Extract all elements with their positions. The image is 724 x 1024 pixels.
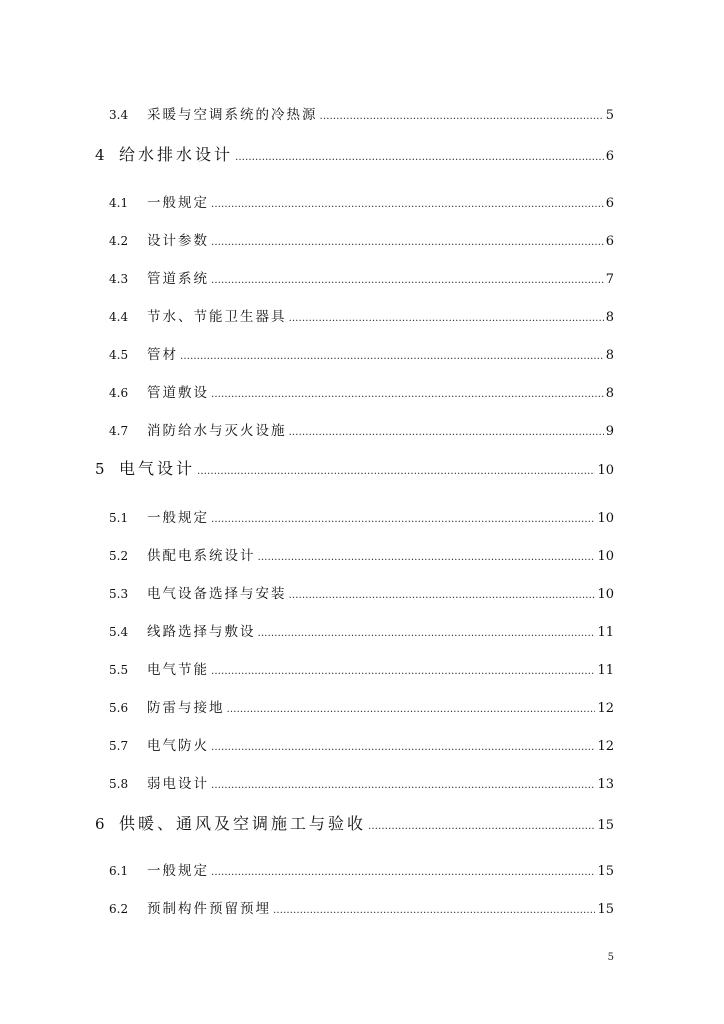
toc-dot-leader <box>211 514 595 525</box>
toc-entry-number: 6.1 <box>109 864 129 878</box>
toc-chapter-number: 6 <box>95 815 105 833</box>
toc-entry-4-2[interactable] <box>0 229 724 251</box>
toc-entry-number: 5.5 <box>109 663 129 677</box>
toc-entry-page: 6 <box>605 234 614 249</box>
toc-entry-page: 7 <box>605 272 614 287</box>
toc-entry-5-8[interactable] <box>0 772 724 794</box>
toc-dot-leader <box>227 704 596 715</box>
toc-entry-page: 10 <box>597 549 614 564</box>
toc-entry-title: 线路选择与敷设 <box>147 624 256 640</box>
toc-entry-number: 4.3 <box>109 272 129 286</box>
toc-chapter-title: 电气设计 <box>119 459 196 478</box>
toc-entry-number: 4.1 <box>109 196 129 210</box>
toc-entry-number: 5.6 <box>109 701 129 715</box>
toc-entry-title: 消防给水与灭火设施 <box>147 423 287 439</box>
toc-entry-number: 5.8 <box>109 777 129 791</box>
toc-chapter-page: 10 <box>597 463 614 478</box>
toc-entry-title: 供配电系统设计 <box>147 548 256 564</box>
toc-entry-5-2[interactable] <box>0 544 724 566</box>
toc-entry-6-2[interactable] <box>0 897 724 919</box>
toc-entry-page: 11 <box>597 663 614 678</box>
toc-chapter-title: 给水排水设计 <box>119 145 234 164</box>
toc-dot-leader <box>289 590 596 601</box>
toc-entry-number: 5.4 <box>109 625 129 639</box>
toc-dot-leader <box>320 111 604 122</box>
toc-chapter-title: 供暖、通风及空调施工与验收 <box>119 814 367 833</box>
toc-entry-page: 12 <box>597 701 614 716</box>
toc-entry-4-1[interactable] <box>0 191 724 213</box>
toc-entry-5-3[interactable] <box>0 582 724 604</box>
toc-chapter-page: 15 <box>597 818 614 833</box>
toc-entry-page: 11 <box>597 625 614 640</box>
toc-entry-6-1[interactable] <box>0 859 724 881</box>
toc-entry-title: 一般规定 <box>147 195 209 211</box>
toc-entry-page: 6 <box>605 196 614 211</box>
toc-entry-5-1[interactable] <box>0 506 724 528</box>
toc-entry-title: 管道敷设 <box>147 385 209 401</box>
toc-entry-title: 弱电设计 <box>147 776 209 792</box>
toc-entry-5-7[interactable] <box>0 734 724 756</box>
toc-entry-number: 6.2 <box>109 902 129 916</box>
toc-dot-leader <box>235 152 604 163</box>
toc-dot-leader <box>211 237 604 248</box>
toc-dot-leader <box>211 780 595 791</box>
toc-entry-5-6[interactable] <box>0 696 724 718</box>
toc-entry-page: 5 <box>605 108 614 123</box>
toc-entry-page: 10 <box>597 511 614 526</box>
toc-entry-page: 8 <box>605 386 614 401</box>
toc-entry-4-3[interactable] <box>0 267 724 289</box>
toc-dot-leader <box>180 351 604 362</box>
toc-chapter-number: 5 <box>95 460 105 478</box>
toc-entry-number: 5.2 <box>109 549 129 563</box>
toc-entry-page: 12 <box>597 739 614 754</box>
toc-dot-leader <box>211 742 595 753</box>
toc-dot-leader <box>211 275 604 286</box>
toc-entry-title: 设计参数 <box>147 233 209 249</box>
toc-dot-leader <box>197 466 595 477</box>
toc-entry-title: 一般规定 <box>147 863 209 879</box>
toc-entry-page: 8 <box>605 348 614 363</box>
toc-dot-leader <box>289 313 604 324</box>
toc-dot-leader <box>258 552 596 563</box>
toc-dot-leader <box>211 867 595 878</box>
toc-dot-leader <box>273 905 595 916</box>
toc-entry-number: 4.5 <box>109 348 129 362</box>
toc-entry-title: 管道系统 <box>147 271 209 287</box>
toc-entry-title: 一般规定 <box>147 510 209 526</box>
toc-entry-3-4[interactable] <box>0 103 724 125</box>
toc-entry-4-7[interactable] <box>0 419 724 441</box>
toc-entry-page: 10 <box>597 587 614 602</box>
toc-entry-number: 4.7 <box>109 424 129 438</box>
toc-entry-title: 防雷与接地 <box>147 700 225 716</box>
toc-entry-number: 5.7 <box>109 739 129 753</box>
toc-dot-leader <box>289 427 604 438</box>
toc-dot-leader <box>258 628 596 639</box>
toc-entry-title: 节水、节能卫生器具 <box>147 309 287 325</box>
toc-entry-number: 3.4 <box>109 108 129 122</box>
toc-entry-title: 电气防火 <box>147 738 209 754</box>
toc-entry-page: 15 <box>597 864 614 879</box>
toc-entry-4-4[interactable] <box>0 305 724 327</box>
toc-entry-number: 4.6 <box>109 386 129 400</box>
toc-entry-number: 4.2 <box>109 234 129 248</box>
toc-entry-5-5[interactable] <box>0 658 724 680</box>
toc-chapter-number: 4 <box>95 146 105 164</box>
toc-chapter-5[interactable] <box>0 456 724 478</box>
toc-chapter-page: 6 <box>605 149 614 164</box>
toc-entry-title: 采暖与空调系统的冷热源 <box>147 107 318 123</box>
toc-chapter-4[interactable] <box>0 142 724 164</box>
toc-dot-leader <box>211 389 604 400</box>
toc-dot-leader <box>211 666 595 677</box>
toc-entry-title: 预制构件预留预埋 <box>147 901 271 917</box>
toc-entry-title: 管材 <box>147 347 178 363</box>
toc-entry-number: 5.3 <box>109 587 129 601</box>
toc-entry-page: 15 <box>597 902 614 917</box>
toc-entry-title: 电气节能 <box>147 662 209 678</box>
toc-entry-4-6[interactable] <box>0 381 724 403</box>
toc-entry-5-4[interactable] <box>0 620 724 642</box>
toc-dot-leader <box>211 199 604 210</box>
toc-entry-number: 5.1 <box>109 511 129 525</box>
toc-entry-4-5[interactable] <box>0 343 724 365</box>
toc-entry-page: 9 <box>605 424 614 439</box>
toc-entry-page: 13 <box>597 777 614 792</box>
toc-entry-title: 电气设备选择与安装 <box>147 586 287 602</box>
toc-dot-leader <box>368 821 595 832</box>
toc-entry-number: 4.4 <box>109 310 129 324</box>
toc-entry-page: 8 <box>605 310 614 325</box>
toc-chapter-6[interactable] <box>0 811 724 833</box>
footer-page-number: 5 <box>607 952 614 963</box>
